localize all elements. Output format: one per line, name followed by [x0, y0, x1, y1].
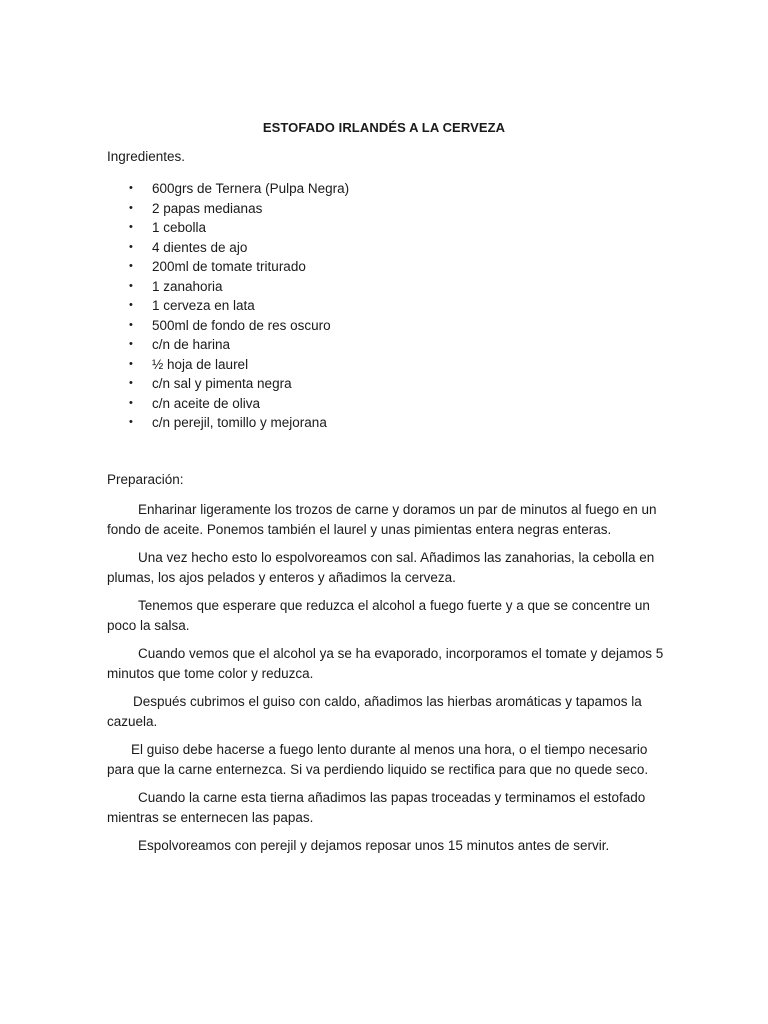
list-item [107, 179, 667, 199]
ingredient-text: 1 zanahoria [152, 278, 223, 294]
step-paragraph: Cuando vemos que el alcohol ya se ha evaporado, incorporamos el tomate y dejamos 5 minutos que tome color y reduzca. [107, 646, 664, 681]
step-paragraph: Una vez hecho esto lo espolvoreamos con sal. Añadimos las zanahorias, la cebolla en plumas, los ajos pelados y enteros y añadimos la cerveza. [107, 550, 655, 585]
step-paragraph: Cuando la carne esta tierna añadimos las papas troceadas y terminamos el estofado mientras se enternecen las papas. [107, 790, 646, 825]
list-item [107, 413, 667, 433]
ingredient-text: 1 cebolla [152, 220, 207, 235]
page-title: ESTOFADO IRLANDÉS A LA CERVEZA [262, 120, 506, 135]
preparation-heading: Preparación: [107, 472, 184, 487]
step-paragraph: El guiso debe hacerse a fuego lento durante al menos una hora, o el tiempo necesario para que la carne enternezca. Si va perdiendo liquido se rectifica para que no quede seco. [107, 742, 649, 777]
bullet-icon: • [129, 279, 133, 292]
list-item [107, 316, 667, 336]
ingredient-text: 600grs de Ternera (Pulpa Negra) [152, 181, 350, 196]
list-item [107, 218, 667, 238]
bullet-icon: • [129, 182, 133, 194]
list-item [107, 394, 667, 414]
ingredient-text: 1 cerveza en lata [152, 298, 255, 313]
bullet-icon: • [129, 396, 133, 409]
ingredient-text: 500ml de fondo de res oscuro [152, 317, 331, 333]
ingredient-text: c/n perejil, tomillo y mejorana [152, 415, 327, 430]
bullet-icon: • [129, 260, 133, 272]
list-item [107, 296, 667, 316]
ingredient-text: c/n sal y pimenta negra [152, 376, 292, 391]
ingredients-list [107, 179, 667, 433]
ingredient-text: ½ hoja de laurel [152, 356, 249, 372]
bullet-icon: • [129, 201, 133, 214]
ingredients-heading: Ingredientes. [107, 149, 186, 164]
bullet-icon: • [129, 357, 133, 370]
bullet-icon: • [129, 377, 133, 389]
bullet-icon: • [129, 299, 133, 311]
list-item [107, 355, 667, 375]
list-item [107, 374, 667, 394]
ingredient-text: 200ml de tomate triturado [152, 259, 306, 274]
list-item [107, 257, 667, 277]
step-paragraph: Tenemos que esperare que reduzca el alcohol a fuego fuerte y a que se concentre un poco la salsa. [107, 598, 650, 633]
bullet-icon: • [129, 338, 133, 350]
list-item [107, 238, 667, 258]
ingredient-text: 2 papas medianas [152, 200, 263, 216]
step-paragraph: Espolvoreamos con perejil y dejamos reposar unos 15 minutos antes de servir. [138, 838, 610, 853]
step-paragraph: Enharinar ligeramente los trozos de carne y doramos un par de minutos al fuego en un fondo de aceite. Ponemos también el laurel y unas pimientas entera negras enteras. [107, 502, 657, 537]
ingredient-text: c/n aceite de oliva [152, 395, 261, 411]
bullet-icon: • [129, 221, 133, 233]
step-paragraph: Después cubrimos el guiso con caldo, añadimos las hierbas aromáticas y tapamos la cazuela. [107, 694, 642, 729]
bullet-icon: • [129, 318, 133, 331]
list-item [107, 199, 667, 219]
preparation-steps [107, 500, 667, 865]
bullet-icon: • [129, 240, 133, 253]
list-item [107, 277, 667, 297]
bullet-icon: • [129, 416, 133, 428]
ingredient-text: 4 dientes de ajo [152, 239, 248, 255]
ingredient-text: c/n de harina [152, 337, 231, 352]
list-item [107, 335, 667, 355]
